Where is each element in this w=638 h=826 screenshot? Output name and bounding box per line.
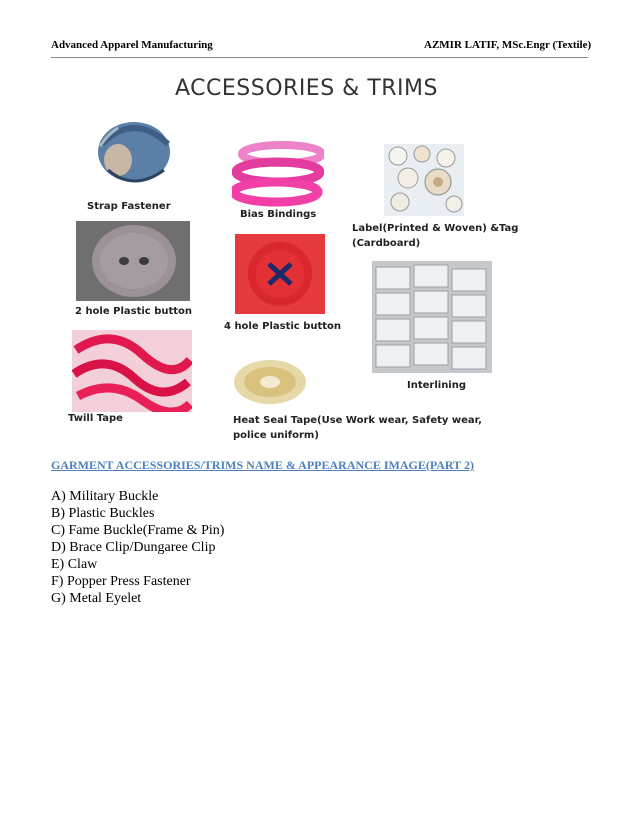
hat-image (88, 114, 178, 194)
section-title[interactable]: GARMENT ACCESSORIES/TRIMS NAME & APPEARANCE IMAGE(PART 2) (51, 458, 474, 472)
caption-labels-tag-line1: Label(Printed & Woven) &Tag (352, 223, 519, 234)
bias-binding-image (232, 140, 324, 210)
labels-image (384, 144, 464, 216)
header-left: Advanced Apparel Manufacturing (51, 39, 213, 51)
list-item: E) Claw (51, 557, 98, 572)
list-item: G) Metal Eyelet (51, 591, 142, 606)
figure-title: ACCESSORIES & TRIMS (175, 76, 438, 101)
caption-labels-tag-line2: (Cardboard) (352, 238, 421, 249)
caption-heat-seal-line1: Heat Seal Tape(Use Work wear, Safety wear, (233, 415, 482, 426)
twill-tape-image (72, 330, 192, 412)
caption-bias-bindings: Bias Bindings (240, 209, 317, 220)
list-item: C) Fame Buckle(Frame & Pin) (51, 523, 225, 538)
caption-twill-tape: Twill Tape (68, 413, 123, 424)
accessories-figure (50, 68, 520, 446)
accessories-list (51, 488, 224, 607)
caption-two-hole-button: 2 hole Plastic button (75, 306, 193, 317)
four-hole-button-image (235, 234, 325, 314)
list-item: A) Military Buckle (51, 489, 159, 504)
list-item: D) Brace Clip/Dungaree Clip (51, 540, 216, 555)
interlining-rolls-image (372, 261, 492, 373)
heat-seal-tape-image (230, 356, 310, 406)
caption-four-hole-button: 4 hole Plastic button (224, 321, 342, 332)
caption-interlining: Interlining (407, 380, 467, 391)
header-divider (51, 57, 588, 58)
two-hole-button-image (76, 221, 190, 301)
list-item: F) Popper Press Fastener (51, 574, 191, 589)
caption-strap-fastener: Strap Fastener (87, 201, 171, 212)
header-right: AZMIR LATIF, MSc.Engr (Textile) (424, 39, 592, 51)
list-item: B) Plastic Buckles (51, 506, 155, 521)
caption-heat-seal-line2: police uniform) (233, 430, 319, 441)
